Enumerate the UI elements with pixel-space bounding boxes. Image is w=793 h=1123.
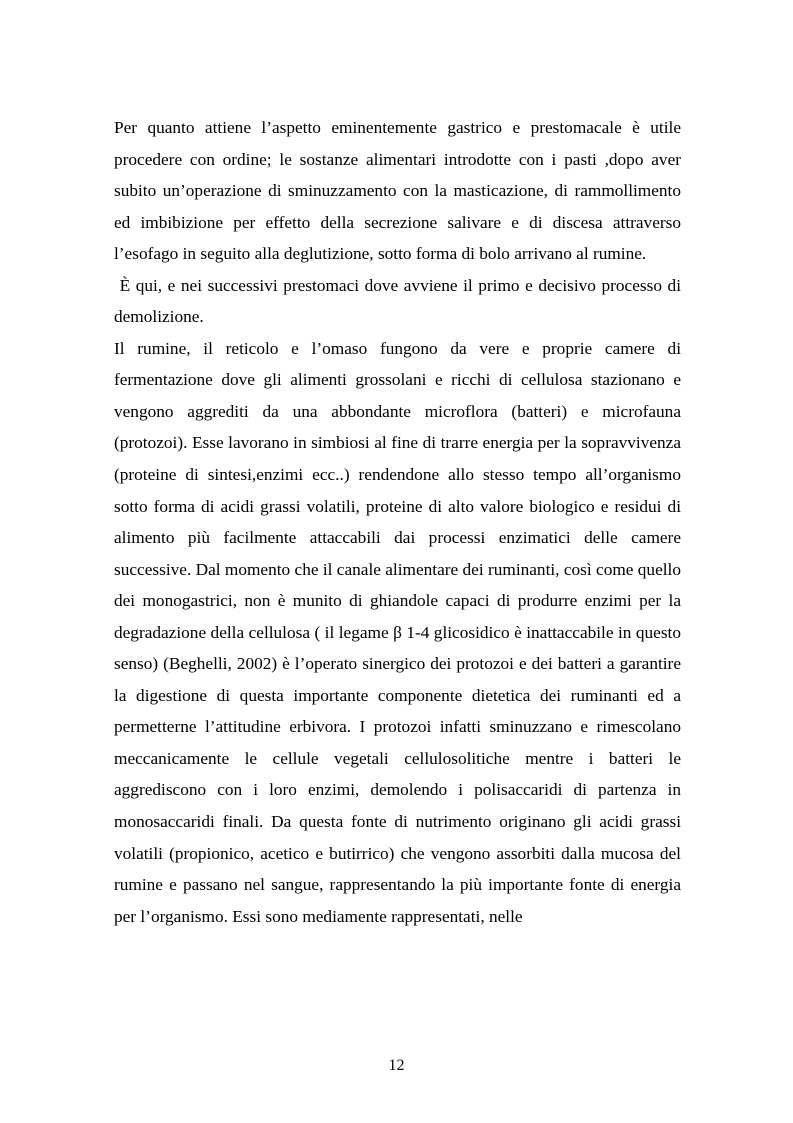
- paragraph-prestomachs: È qui, e nei successivi prestomaci dove avviene il primo e decisivo processo di demolizione.: [114, 275, 686, 327]
- paragraph-gastric-aspect: Per quanto attiene l’aspetto eminentemente gastrico e prestomacale è utile procedere con ordine; le sostanze alimentari introdotte con i pasti ,dopo aver subito un’operazione di sminuzzamento con la masticazione, di rammollimento ed imbibizione per effetto della secrezione salivare e di discesa attraverso l’esofago in seguito alla deglutizione, sotto forma di bolo arrivano al rumine.: [114, 118, 681, 264]
- paragraph-rumen-fermentation: Il rumine, il reticolo e l’omaso fungono da vere e proprie camere di fermentazione dove gli alimenti grossolani e ricchi di cellulosa stazionano e vengono aggrediti da una abbondante microflora (batteri) e microfauna (protozoi). Esse lavorano in simbiosi al fine di trarre energia per la sopravvivenza (proteine di sintesi,enzimi ecc..) rendendone allo stesso tempo all’organismo sotto forma di acidi grassi volatili, proteine di alto valore biologico e residui di alimento più facilmente attaccabili dai processi enzimatici delle camere successive. Dal momento che il canale alimentare dei ruminanti, così come quello dei monogastrici, non è munito di ghiandole capaci di produrre enzimi per la degradazione della cellulosa ( il legame β 1-4 glicosidico è inattaccabile in questo senso) (Beghelli, 2002) è l’operato sinergico dei protozoi e dei batteri a garantire la digestione di questa importante componente dietetica dei ruminanti ed a permetterne l’attitudine erbivora. I protozoi infatti sminuzzano e rimescolano meccanicamente le cellule vegetali cellulosolitiche mentre i batteri le aggrediscono con i loro enzimi, demolendo i polisaccaridi di partenza in monosaccaridi finali. Da questa fonte di nutrimento originano gli acidi grassi volatili (propionico, acetico e butirrico) che vengono assorbiti dalla mucosa del rumine e passano nel sangue, rappresentando la più importante fonte di energia per l’organismo. Essi sono mediamente rappresentati, nelle: [114, 338, 681, 926]
- page-number: 12: [388, 1057, 405, 1074]
- body-text: [114, 112, 686, 932]
